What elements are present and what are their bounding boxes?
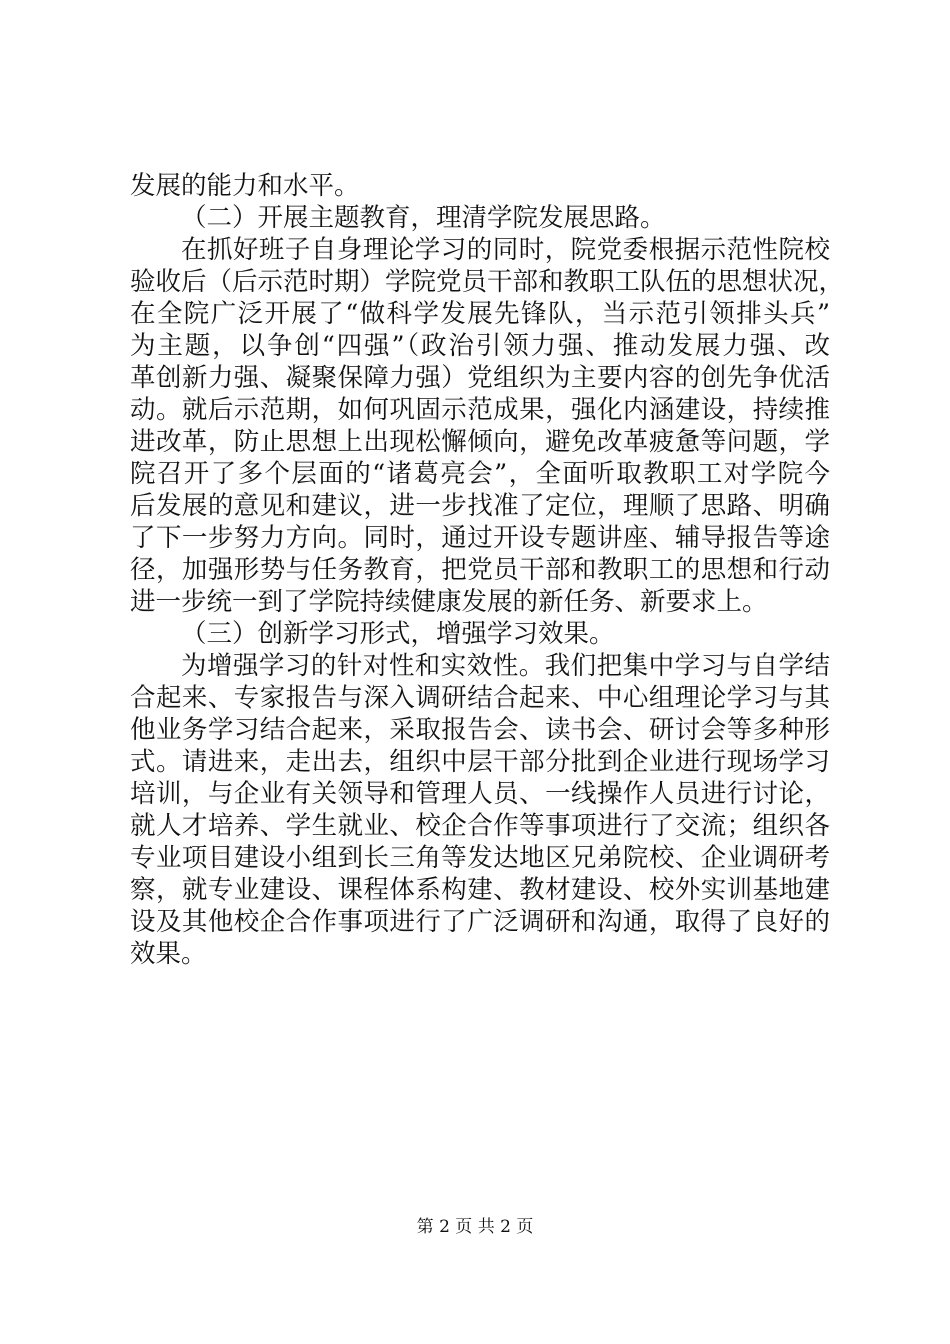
paragraph-line: 在全院广泛开展了“做科学发展先锋队，当示范引领排头兵” bbox=[130, 299, 830, 329]
paragraph-line: 了下一步努力方向。同时，通过开设专题讲座、辅导报告等途 bbox=[130, 523, 830, 553]
paragraph-line: 察，就专业建设、课程体系构建、教材建设、校外实训基地建 bbox=[130, 875, 830, 905]
document-body bbox=[130, 170, 845, 970]
paragraph-line: 径，加强形势与任务教育，把党员干部和教职工的思想和行动 bbox=[130, 555, 830, 585]
paragraph-line: 专业项目建设小组到长三角等发达地区兄弟院校、企业调研考 bbox=[130, 843, 830, 873]
paragraph-line: 发展的能力和水平。 bbox=[130, 171, 360, 201]
paragraph-line: 合起来、专家报告与深入调研结合起来、中心组理论学习与其 bbox=[130, 683, 830, 713]
paragraph-line: 式。请进来，走出去，组织中层干部分批到企业进行现场学习 bbox=[130, 747, 830, 777]
paragraph-line: 培训，与企业有关领导和管理人员、一线操作人员进行讨论， bbox=[130, 779, 830, 809]
paragraph-line: 为主题，以争创“四强”（政治引领力强、推动发展力强、改 bbox=[130, 331, 830, 361]
paragraph-line: 验收后（后示范时期）学院党员干部和教职工队伍的思想状况， bbox=[130, 267, 845, 297]
paragraph-line: 动。就后示范期，如何巩固示范成果，强化内涵建设，持续推 bbox=[130, 395, 830, 425]
paragraph-line: 院召开了多个层面的“诸葛亮会”，全面听取教职工对学院今 bbox=[130, 459, 830, 489]
paragraph-line: 为增强学习的针对性和实效性。我们把集中学习与自学结 bbox=[181, 651, 830, 681]
paragraph-line: 在抓好班子自身理论学习的同时，院党委根据示范性院校 bbox=[181, 235, 830, 265]
paragraph-line: 效果。 bbox=[130, 939, 207, 969]
section-heading: （三）创新学习形式，增强学习效果。 bbox=[181, 619, 615, 649]
paragraph-line: 进一步统一到了学院持续健康发展的新任务、新要求上。 bbox=[130, 587, 768, 617]
paragraph-line: 进改革，防止思想上出现松懈倾向，避免改革疲惫等问题，学 bbox=[130, 427, 830, 457]
paragraph-line: 设及其他校企合作事项进行了广泛调研和沟通，取得了良好的 bbox=[130, 907, 830, 937]
paragraph-line: 后发展的意见和建议，进一步找准了定位，理顺了思路、明确 bbox=[130, 491, 830, 521]
paragraph-line: 革创新力强、凝聚保障力强）党组织为主要内容的创先争优活 bbox=[130, 363, 830, 393]
paragraph-line: 他业务学习结合起来，采取报告会、读书会、研讨会等多种形 bbox=[130, 715, 830, 745]
page-number-footer: 第 2 页 共 2 页 bbox=[416, 1217, 534, 1237]
section-heading: （二）开展主题教育，理清学院发展思路。 bbox=[181, 203, 666, 233]
paragraph-line: 就人才培养、学生就业、校企合作等事项进行了交流；组织各 bbox=[130, 811, 830, 841]
